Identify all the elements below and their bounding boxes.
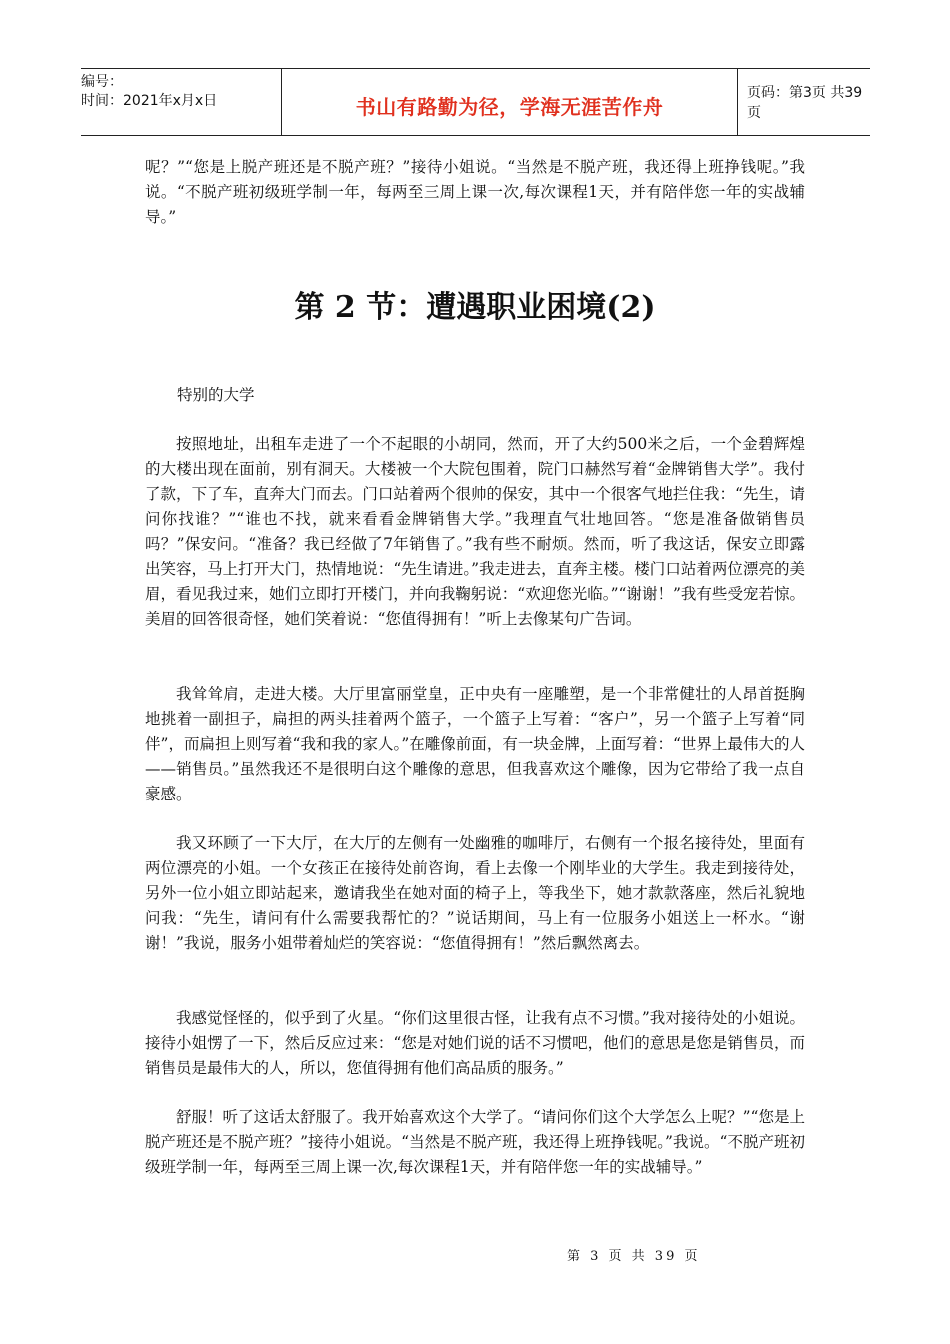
paragraph (145, 432, 805, 632)
header-meta (81, 69, 282, 135)
subheading: 特别的大学 (177, 386, 255, 404)
paragraph (145, 1105, 805, 1180)
paragraph (145, 682, 805, 807)
header-motto-cell (282, 69, 738, 135)
page-footer: 第 3 页 共 39 页 (567, 1249, 701, 1264)
paragraph-text: 按照地址，出租车走进了一个不起眼的小胡同，然而，开了大约500米之后，一个金碧辉煌的大楼出现在面前，别有洞天。大楼被一个大院包围着，院门口赫然写着“金牌销售大学”。我付了款，下了车，直奔大门而去。门口站着两个很帅的保安，其中一个很客气地拦住我：“先生，请问你找谁？”“谁也不找，就来看看金牌销售大学。”我理直气壮地回答。“您是准备做销售员吗？”保安问。“准备？我已经做了7年销售了。”我有些不耐烦。然而，听了我这话，保安立即露出笑容，马上打开大门，热情地说：“先生请进。”我走进去，直奔主楼。楼门口站着两位漂亮的美眉，看见我过来，她们立即打开楼门，并向我鞠躬说：“欢迎您光临。”“谢谢！”我有些受宠若惊。美眉的回答很奇怪，她们笑着说：“您值得拥有！”听上去像某句广告词。 (145, 435, 805, 628)
paragraph-text: 我又环顾了一下大厅，在大厅的左侧有一处幽雅的咖啡厅，右侧有一个报名接待处，里面有两位漂亮的小姐。一个女孩正在接待处前咨询，看上去像一个刚毕业的大学生。我走到接待处，另外一位小姐立即站起来，邀请我坐在她对面的椅子上，等我坐下，她才款款落座，然后礼貌地问我：“先生，请问有什么需要我帮忙的？”说话期间，马上有一位服务小姐送上一杯水。“谢谢！”我说，服务小姐带着灿烂的笑容说：“您值得拥有！”然后飘然离去。 (145, 834, 805, 952)
header-page-cell (738, 69, 870, 135)
paragraph (145, 831, 805, 956)
continued-paragraph (145, 155, 805, 230)
paragraph (145, 1006, 805, 1081)
page-header (81, 68, 870, 136)
document-date: 时间：2021年x月x日 (81, 93, 218, 109)
document-number: 编号： (81, 74, 123, 90)
section-title: 第 2 节：遭遇职业困境(2) (294, 290, 656, 325)
paragraph-text: 我感觉怪怪的，似乎到了火星。“你们这里很古怪，让我有点不习惯。”我对接待处的小姐说。接待小姐愣了一下，然后反应过来：“您是对她们说的话不习惯吧，他们的意思是您是销售员，而销售员是最伟大的人，所以，您值得拥有他们高品质的服务。” (145, 1009, 805, 1077)
paragraph-text: 舒服！听了这话太舒服了。我开始喜欢这个大学了。“请问你们这个大学怎么上呢？”“您是上脱产班还是不脱产班？”接待小姐说。“当然是不脱产班，我还得上班挣钱呢。”我说。“不脱产班初级班学制一年，每两至三周上课一次,每次课程1天，并有陪伴您一年的实战辅导。” (145, 1108, 805, 1176)
paragraph-text: 呢？”“您是上脱产班还是不脱产班？”接待小姐说。“当然是不脱产班，我还得上班挣钱呢。”我说。“不脱产班初级班学制一年，每两至三周上课一次,每次课程1天，并有陪伴您一年的实战辅导。” (145, 158, 805, 226)
header-page-number: 页码：第3页 共39页 (747, 85, 863, 121)
paragraph-text: 我耸耸肩，走进大楼。大厅里富丽堂皇，正中央有一座雕塑，是一个非常健壮的人昂首挺胸地挑着一副担子，扁担的两头挂着两个篮子，一个篮子上写着：“客户”，另一个篮子上写着“同伴”，而扁担上则写着“我和我的家人。”在雕像前面，有一块金牌，上面写着：“世界上最伟大的人——销售员。”虽然我还不是很明白这个雕像的意思，但我喜欢这个雕像，因为它带给了我一点自豪感。 (145, 685, 805, 803)
header-motto: 书山有路勤为径，学海无涯苦作舟 (355, 94, 664, 119)
